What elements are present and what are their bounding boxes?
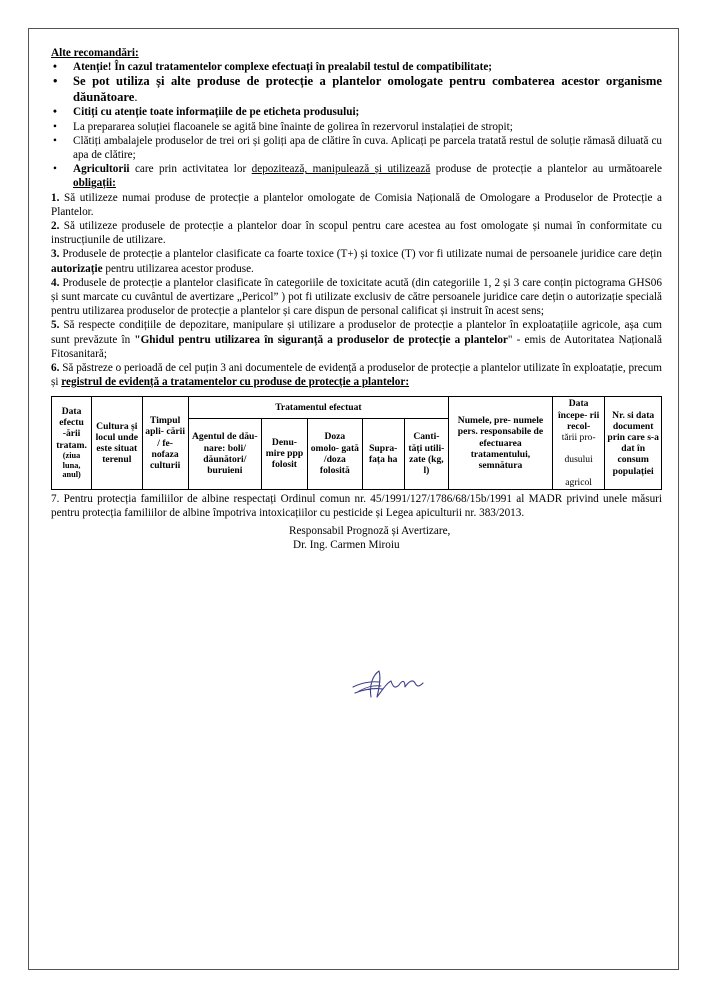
section-heading: Alte recomandări: — [51, 47, 139, 59]
handwritten-signature — [349, 667, 429, 701]
treatment-register-table — [51, 396, 662, 490]
recommendations-list — [51, 60, 662, 190]
obligation-1: 1. Să utilizeze numai produse de protecție a plantelor omologate de Comisia Națională de Omologare a Produselor de Protecție a Plantelor. — [51, 191, 662, 218]
responsible-name: Dr. Ing. Carmen Miroiu — [293, 539, 400, 551]
col-header-area: Supra- fața ha — [362, 418, 404, 489]
list-item: • La prepararea soluției flacoanele se agită bine înainte de golirea în rezervorul instalației de stropit; — [51, 120, 662, 134]
list-item: • Se pot utiliza și alte produse de protecție a plantelor omologate pentru combaterea acestor organisme dăunătoare. — [51, 74, 662, 105]
col-header-harvest: Data începe- rii recol- tării pro- dusului agricol — [552, 397, 604, 490]
signature-block — [289, 524, 662, 553]
col-header-dose: Doza omolo- gată /doza folosită — [308, 418, 363, 489]
col-header-agent: Agentul de dău-nare: boli/ dăunători/ buruieni — [188, 418, 261, 489]
obligation-4: 4. Produsele de protecție a plantelor clasificate în categoriile de toxicitate acută (din categoriile 1, 2 și 3 care conțin pictograma GHS06 și sunt marcate cu cuvântul de avertizare „Pericol” ) pot fi utilizate exclusiv de către persoanele juridice care dețin o autorizație specială pentru utilizarea produselor de protecție a plantelor și care dispun de personal calificat și instruit în acest sens; — [51, 276, 662, 318]
obligation-5: 5. Să respecte condițiile de depozitare, manipulare și utilizare a produselor de protecție a plantelor în exploatațiile agricole, așa cum sunt prevăzute în "Ghidul pentru utilizarea în siguranță a produselor de protecție a plantelor" - emis de Autoritatea Națională Fitosanitară; — [51, 319, 662, 360]
obligation-3: 3. Produsele de protecție a plantelor clasificate ca foarte toxice (T+) și toxice (T) vor fi utilizate numai de persoanele juridice care dețin autorizație pentru utilizarea acestor produse. — [51, 248, 662, 275]
responsible-role: Responsabil Prognoză și Avertizare, — [289, 524, 451, 537]
col-header-product: Denu- mire ppp folosit — [261, 418, 307, 489]
bee-protection-note: 7. Pentru protecția familiilor de albine respectați Ordinul comun nr. 45/1991/127/1786/68/15b/1991 al MADR privind unele măsuri pentru protecția familiilor de albine împotriva intoxicațiilor cu pesticide și Legea apiculturii nr. 383/2013. — [51, 493, 662, 520]
list-item: • Clătiți ambalajele produselor de trei ori și goliți apa de clătire în cuva. Aplicați pe parcela tratată restul de soluție rămasă diluată cu apa de clătire; — [51, 134, 662, 162]
col-header-crop: Cultura și locul unde este situat terenul — [92, 397, 142, 490]
col-header-document: Nr. si data document prin care s-a dat în consum populației — [605, 397, 662, 490]
list-item: • Citiți cu atenție toate informațiile de pe eticheta produsului; — [51, 105, 662, 119]
page-frame — [28, 28, 679, 970]
obligation-2: 2. Să utilizeze produsele de protecție a plantelor doar în scopul pentru care acestea au fost omologate și numai în conformitate cu instrucțiunile de utilizare. — [51, 220, 662, 247]
list-item: • Atenție! În cazul tratamentelor complexe efectuați în prealabil testul de compatibilitate; — [51, 60, 662, 74]
obligation-6: 6. Să păstreze o perioadă de cel puțin 3 ani documentele de evidență a produselor de protecție a plantelor utilizate în exploatație, precum și registrul de evidență a tratamentelor cu produse de protecție a plantelor: — [51, 362, 662, 389]
col-header-time: Timpul apli- cării / fe- nofaza culturii — [142, 397, 188, 490]
col-header-names: Numele, pre- numele pers. responsabile de efectuarea tratamentului, semnătura — [449, 397, 553, 490]
document-body — [51, 46, 662, 553]
col-header-treatment: Tratamentul efectuat — [188, 397, 448, 418]
col-header-date: Data efectu -ării tratam. (ziua luna, anul) — [52, 397, 92, 490]
list-item: • Agricultorii care prin activitatea lor depozitează, manipulează și utilizează produse de protecție a plantelor au următoarele obligații: — [51, 162, 662, 190]
col-header-quantity: Canti- tăți utili- zate (kg, l) — [404, 418, 448, 489]
